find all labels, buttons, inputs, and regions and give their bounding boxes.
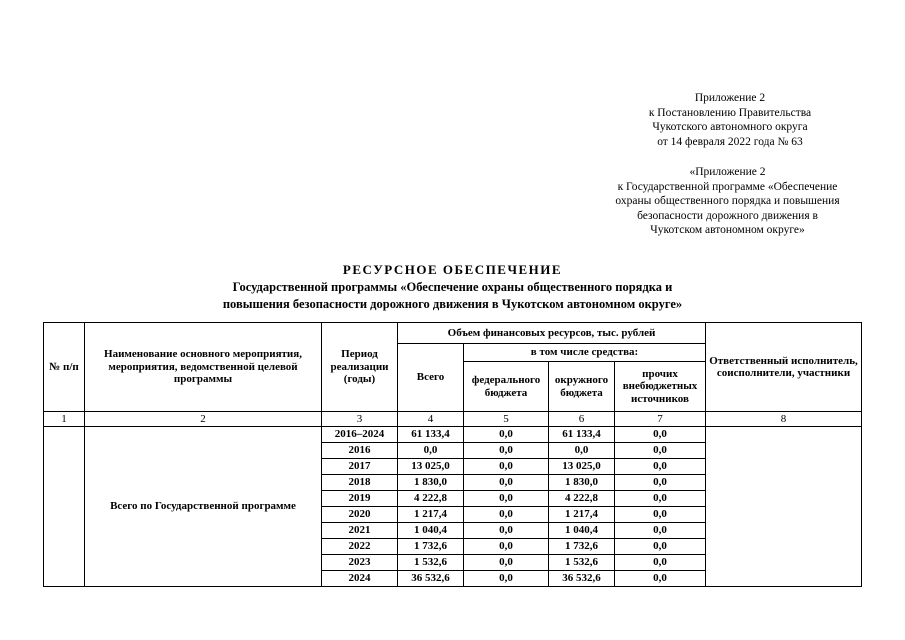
cell-federal: 0,0 — [464, 555, 549, 571]
header-responsible: Ответственный исполнитель, соисполнители, участники — [706, 323, 862, 412]
cell-total: 61 133,4 — [398, 427, 464, 443]
cell-other: 0,0 — [615, 523, 706, 539]
cell-district: 1 732,6 — [549, 539, 615, 555]
cell-other: 0,0 — [615, 475, 706, 491]
cell-total: 1 217,4 — [398, 507, 464, 523]
appendix-line: от 14 февраля 2022 года № 63 — [657, 135, 803, 148]
cell-period: 2019 — [322, 491, 398, 507]
cell-district: 4 222,8 — [549, 491, 615, 507]
document-subtitle-line2: повышения безопасности дорожного движения в Чукотском автономном округе» — [222, 297, 683, 311]
cell-federal: 0,0 — [464, 507, 549, 523]
col-number: 6 — [549, 412, 615, 427]
cell-total: 1 040,4 — [398, 523, 464, 539]
row-num-cell — [44, 427, 85, 587]
appendix-line: Приложение 2 — [694, 92, 766, 104]
col-number: 4 — [398, 412, 464, 427]
cell-period: 2016–2024 — [322, 427, 398, 443]
cell-total: 1 830,0 — [398, 475, 464, 491]
header-name: Наименование основного мероприятия, мероприятия, ведомственной целевой программы — [85, 323, 322, 412]
header-federal: федерального бюджета — [464, 362, 549, 412]
appendix-line: к Государственной программе «Обеспечение — [617, 180, 838, 193]
cell-period: 2017 — [322, 459, 398, 475]
header-volume: Объем финансовых ресурсов, тыс. рублей — [398, 323, 706, 344]
cell-other: 0,0 — [615, 539, 706, 555]
appendix-line: Чукотского автономного округа — [652, 121, 808, 133]
cell-other: 0,0 — [615, 443, 706, 459]
header-total: Всего — [398, 344, 464, 412]
cell-other: 0,0 — [615, 571, 706, 587]
header-other: прочих внебюджетных источников — [615, 362, 706, 412]
cell-other: 0,0 — [615, 555, 706, 571]
cell-period: 2024 — [322, 571, 398, 587]
cell-district: 1 040,4 — [549, 523, 615, 539]
cell-district: 1 830,0 — [549, 475, 615, 491]
header-row — [44, 323, 862, 344]
col-number: 3 — [322, 412, 398, 427]
cell-federal: 0,0 — [464, 571, 549, 587]
cell-other: 0,0 — [615, 507, 706, 523]
cell-federal: 0,0 — [464, 491, 549, 507]
cell-total: 1 532,6 — [398, 555, 464, 571]
header-including: в том числе средства: — [464, 344, 706, 362]
cell-total: 13 025,0 — [398, 459, 464, 475]
cell-district: 36 532,6 — [549, 571, 615, 587]
cell-period: 2020 — [322, 507, 398, 523]
header-period: Период реализации (годы) — [322, 323, 398, 412]
cell-period: 2016 — [322, 443, 398, 459]
cell-district: 1 217,4 — [549, 507, 615, 523]
appendix-line: к Постановлению Правительства — [648, 106, 812, 119]
col-number: 7 — [615, 412, 706, 427]
col-number: 2 — [85, 412, 322, 427]
appendix-line: охраны общественного порядка и повышения — [615, 195, 840, 207]
cell-period: 2021 — [322, 523, 398, 539]
cell-district: 0,0 — [549, 443, 615, 459]
cell-district: 61 133,4 — [549, 427, 615, 443]
cell-other: 0,0 — [615, 427, 706, 443]
cell-district: 13 025,0 — [549, 459, 615, 475]
responsible-cell — [706, 427, 862, 587]
cell-total: 4 222,8 — [398, 491, 464, 507]
appendix-program-reference — [575, 165, 880, 238]
cell-total: 0,0 — [398, 443, 464, 459]
appendix-line: «Приложение 2 — [689, 166, 766, 178]
document-title: РЕСУРСНОЕ ОБЕСПЕЧЕНИЕ — [342, 262, 563, 277]
cell-federal: 0,0 — [464, 539, 549, 555]
cell-period: 2023 — [322, 555, 398, 571]
document-subtitle-line1: Государственной программы «Обеспечение охраны общественного порядка и — [232, 280, 673, 294]
cell-period: 2022 — [322, 539, 398, 555]
cell-total: 1 732,6 — [398, 539, 464, 555]
cell-federal: 0,0 — [464, 443, 549, 459]
cell-federal: 0,0 — [464, 459, 549, 475]
cell-federal: 0,0 — [464, 523, 549, 539]
cell-total: 36 532,6 — [398, 571, 464, 587]
col-number: 1 — [44, 412, 85, 427]
cell-period: 2018 — [322, 475, 398, 491]
header-district: окружного бюджета — [549, 362, 615, 412]
cell-federal: 0,0 — [464, 427, 549, 443]
cell-other: 0,0 — [615, 491, 706, 507]
resource-table — [43, 322, 862, 587]
appendix-line: безопасности дорожного движения в — [637, 209, 818, 222]
table-row — [44, 427, 862, 443]
cell-district: 1 532,6 — [549, 555, 615, 571]
col-number: 5 — [464, 412, 549, 427]
cell-federal: 0,0 — [464, 475, 549, 491]
program-total-label: Всего по Государственной программе — [85, 427, 322, 587]
header-num: № п/п — [44, 323, 85, 412]
col-number: 8 — [706, 412, 862, 427]
appendix-line: Чукотском автономном округе» — [650, 224, 805, 236]
cell-other: 0,0 — [615, 459, 706, 475]
column-number-row — [44, 412, 862, 427]
appendix-decree-reference — [600, 91, 860, 149]
